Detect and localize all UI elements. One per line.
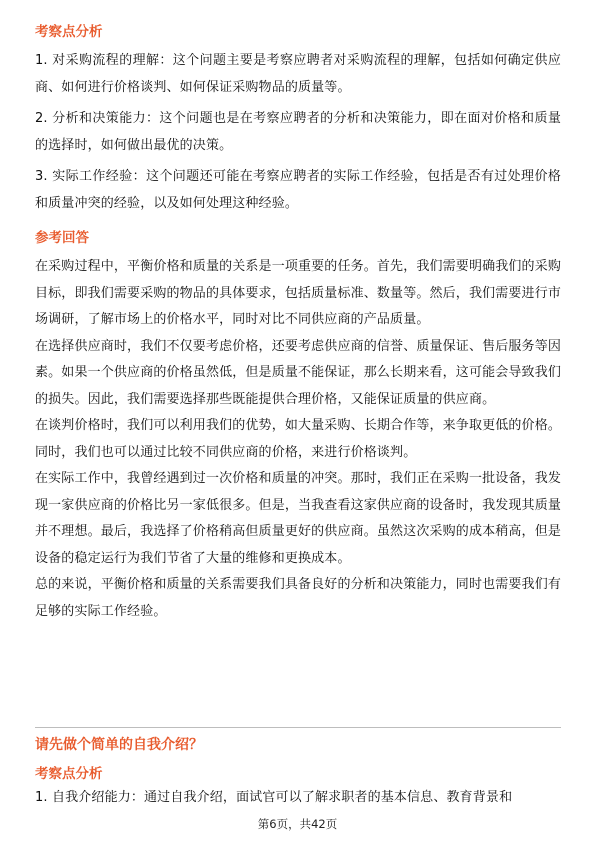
reference-answer-heading: 参考回答 xyxy=(35,230,89,246)
answer-paragraph-1: 在采购过程中，平衡价格和质量的关系是一项重要的任务。首先，我们需要明确我们的采购目标，即我们需要采购的物品的具体要求，包括质量标准、数量等。然后，我们需要进行市场调研，了解市场上的价格水平，同时对比不同供应商的产品质量。 xyxy=(35,259,562,327)
answer-paragraph-3: 在谈判价格时，我们可以利用我们的优势，如大量采购、长期合作等，来争取更低的价格。同时，我们也可以通过比较不同供应商的价格，来进行价格谈判。 xyxy=(35,418,562,460)
answer-content xyxy=(35,22,561,625)
analysis-point-2: 2. 分析和决策能力：这个问题也是在考察应聘者的分析和决策能力，即在面对价格和质量的选择时，如何做出最优的决策。 xyxy=(35,111,561,153)
section-divider xyxy=(35,727,561,728)
page-number: 第6页，共42页 xyxy=(257,817,338,831)
answer-paragraph-2: 在选择供应商时，我们不仅要考虑价格，还要考虑供应商的信誉、质量保证、售后服务等因素。如果一个供应商的价格虽然低，但是质量不能保证，那么长期来看，这可能会导致我们的损失。因此，我们需要选择那些既能提供合理价格，又能保证质量的供应商。 xyxy=(35,338,562,407)
question2-analysis-heading: 考察点分析 xyxy=(35,766,103,782)
answer-paragraph-5: 总的来说，平衡价格和质量的关系需要我们具备良好的分析和决策能力，同时也需要我们有足够的实际工作经验。 xyxy=(35,577,562,619)
question-title: 请先做个简单的自我介绍？ xyxy=(35,737,203,753)
analysis-heading: 考察点分析 xyxy=(35,24,103,40)
answer-paragraph-4: 在实际工作中，我曾经遇到过一次价格和质量的冲突。那时，我们正在采购一批设备，我发现一家供应商的价格比另一家低很多。但是，当我查看这家供应商的设备时，我发现其质量并不理想。最后，我选择了价格稍高但质量更好的供应商。虽然这次采购的成本稍高，但是设备的稳定运行为我们节省了大量的维修和更换成本。 xyxy=(35,471,562,566)
question2-point-1: 1. 自我介绍能力：通过自我介绍，面试官可以了解求职者的基本信息、教育背景和 xyxy=(35,790,513,805)
analysis-point-1: 1. 对采购流程的理解：这个问题主要是考察应聘者对采购流程的理解，包括如何确定供应商、如何进行价格谈判、如何保证采购物品的质量等。 xyxy=(35,53,561,95)
analysis-point-3: 3. 实际工作经验：这个问题还可能在考察应聘者的实际工作经验，包括是否有过处理价格和质量冲突的经验，以及如何处理这种经验。 xyxy=(35,169,561,211)
